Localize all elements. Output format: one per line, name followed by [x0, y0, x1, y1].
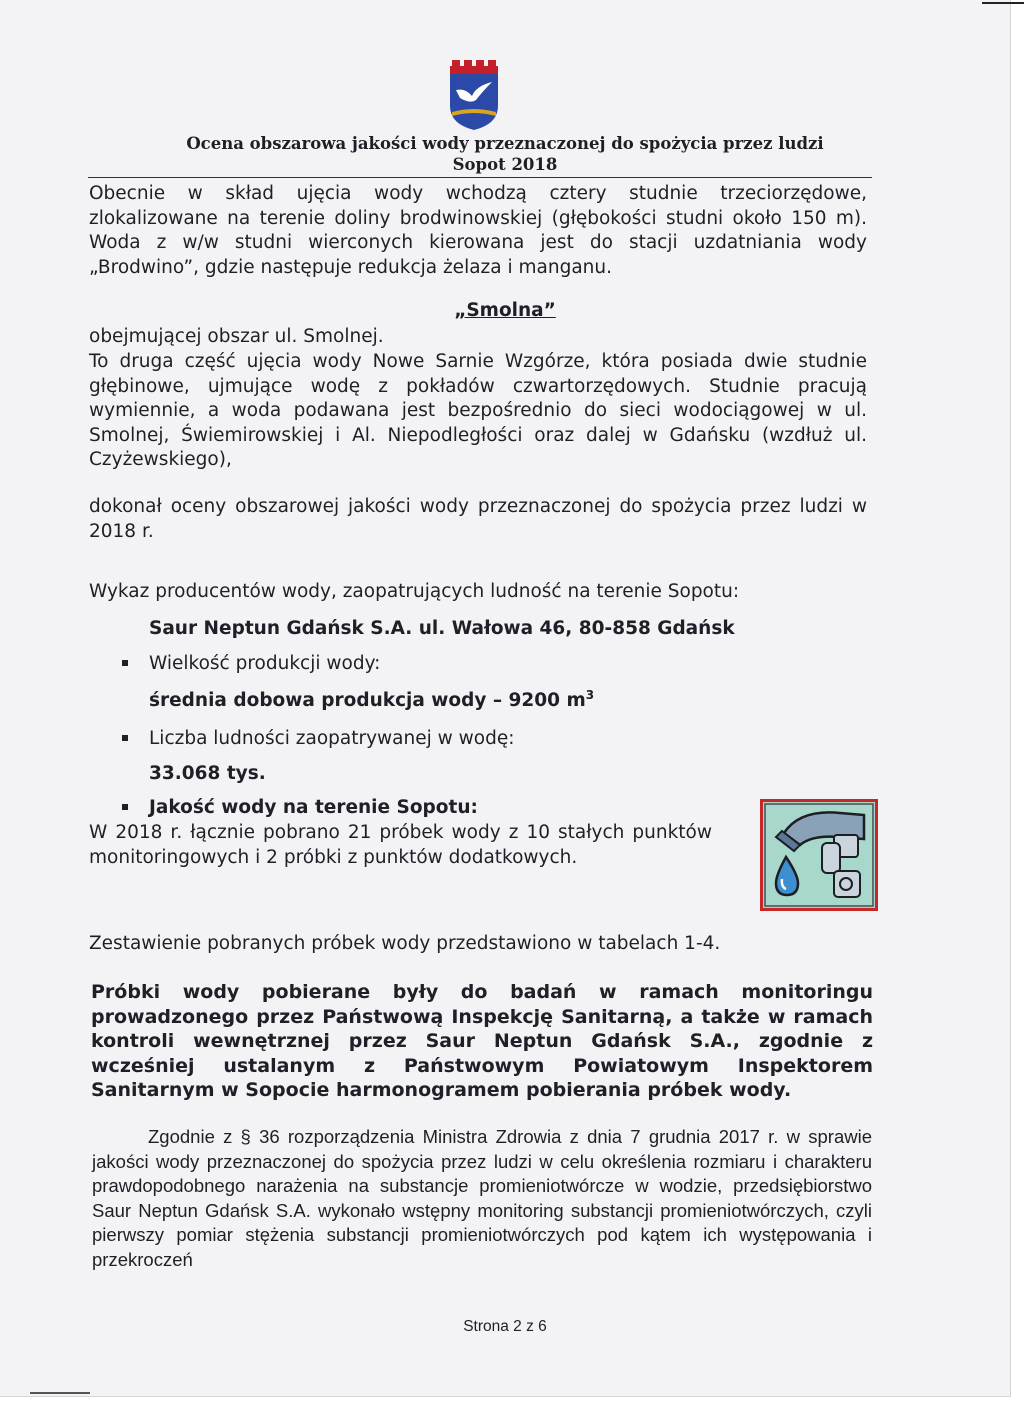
- header-divider: [88, 177, 872, 178]
- population-value: 33.068 tys.: [149, 763, 266, 784]
- intro-paragraph: Obecnie w skład ujęcia wody wchodzą cztery studnie trzeciorzędowe, zlokalizowane na terenie doliny brodwinowskiej (głębokości studni około 150 m). Woda z w/w studni wierconych kierowana jest do stacji uzdatniania wody „Brodwino”, gdzie następuje redukcja żelaza i manganu.: [89, 183, 867, 278]
- smolna-area-line: obejmującej obszar ul. Smolnej.: [89, 326, 384, 347]
- summary-line: Zestawienie pobranych próbek wody przedstawiono w tabelach 1-4.: [89, 933, 721, 954]
- smolna-paragraph: To druga część ujęcia wody Nowe Sarnie Wzgórze, która posiada dwie studnie głębinowe, ujmujące wodę z pokładów czwartorzędowych. Studnie pracują wymiennie, a woda podawana jest bezpośrednio do sieci wodociągowej w ul. Smolnej, Świemirowskiej i Al. Niepodległości oraz dalej w Gdańsku (wzdłuż ul. Czyżewskiego),: [89, 351, 867, 470]
- producers-intro: Wykaz producentów wody, zaopatrujących ludność na terenie Sopotu:: [89, 581, 740, 602]
- production-unit-sup: 3: [585, 687, 595, 702]
- page-number: Strona 2 z 6: [463, 1318, 547, 1335]
- scan-artifact: [30, 1392, 90, 1394]
- quality-paragraph: W 2018 r. łącznie pobrano 21 próbek wody z 10 stałych punktów monitoringowych i 2 próbki z punktów dodatkowych.: [89, 822, 712, 868]
- section-heading-smolna: „Smolna”: [454, 300, 556, 321]
- production-value: [149, 689, 849, 714]
- production-label: Wielkość produkcji wody:: [149, 653, 381, 674]
- header-title: Ocena obszarowa jakości wody przeznaczonej do spożycia przez ludzi: [186, 134, 824, 153]
- monitoring-bold-paragraph: Próbki wody pobierane były do badań w ramach monitoringu prowadzonego przez Państwową Inspekcję Sanitarną, a także w ramach kontroli wewnętrznej przez Saur Neptun Gdańsk S.A., zgodnie z wcześniej ustalanym z Państwowym Powiatowym Inspektorem Sanitarnym w Sopocie harmonogramem pobierania próbek wody.: [91, 981, 873, 1101]
- scan-artifact: [982, 2, 1024, 4]
- water-faucet-icon: [760, 799, 878, 911]
- regulation-paragraph: Zgodnie z § 36 rozporządzenia Ministra Zdrowia z dnia 7 grudnia 2017 r. w sprawie jakości wody przeznaczonej do spożycia przez ludzi w celu określenia rozmiaru i charakteru prawdopodobnego narażenia na substancje promieniotwórcze w wodzie, przedsiębiorstwo Saur Neptun Gdańsk S.A. wykonało wstępny monitoring substancji promieniotwórczych, czyli pierwszy pomiar stężenia substancji promieniotwórczych pod kątem ich występowania i przekroczeń: [92, 1126, 872, 1270]
- header-subtitle: Sopot 2018: [452, 155, 558, 174]
- bullet-icon: [122, 804, 128, 810]
- production-value-text: średnia dobowa produkcja wody – 9200 m: [149, 690, 586, 711]
- assessment-paragraph: dokonał oceny obszarowej jakości wody przeznaczonej do spożycia przez ludzi w 2018 r.: [89, 496, 867, 542]
- sopot-coat-of-arms-icon: [446, 58, 502, 132]
- quality-heading: Jakość wody na terenie Sopotu:: [149, 797, 478, 818]
- bullet-icon: [122, 735, 128, 741]
- producer-company: Saur Neptun Gdańsk S.A. ul. Wałowa 46, 80-858 Gdańsk: [149, 618, 735, 639]
- bullet-icon: [122, 660, 128, 666]
- population-label: Liczba ludności zaopatrywanej w wodę:: [149, 728, 515, 749]
